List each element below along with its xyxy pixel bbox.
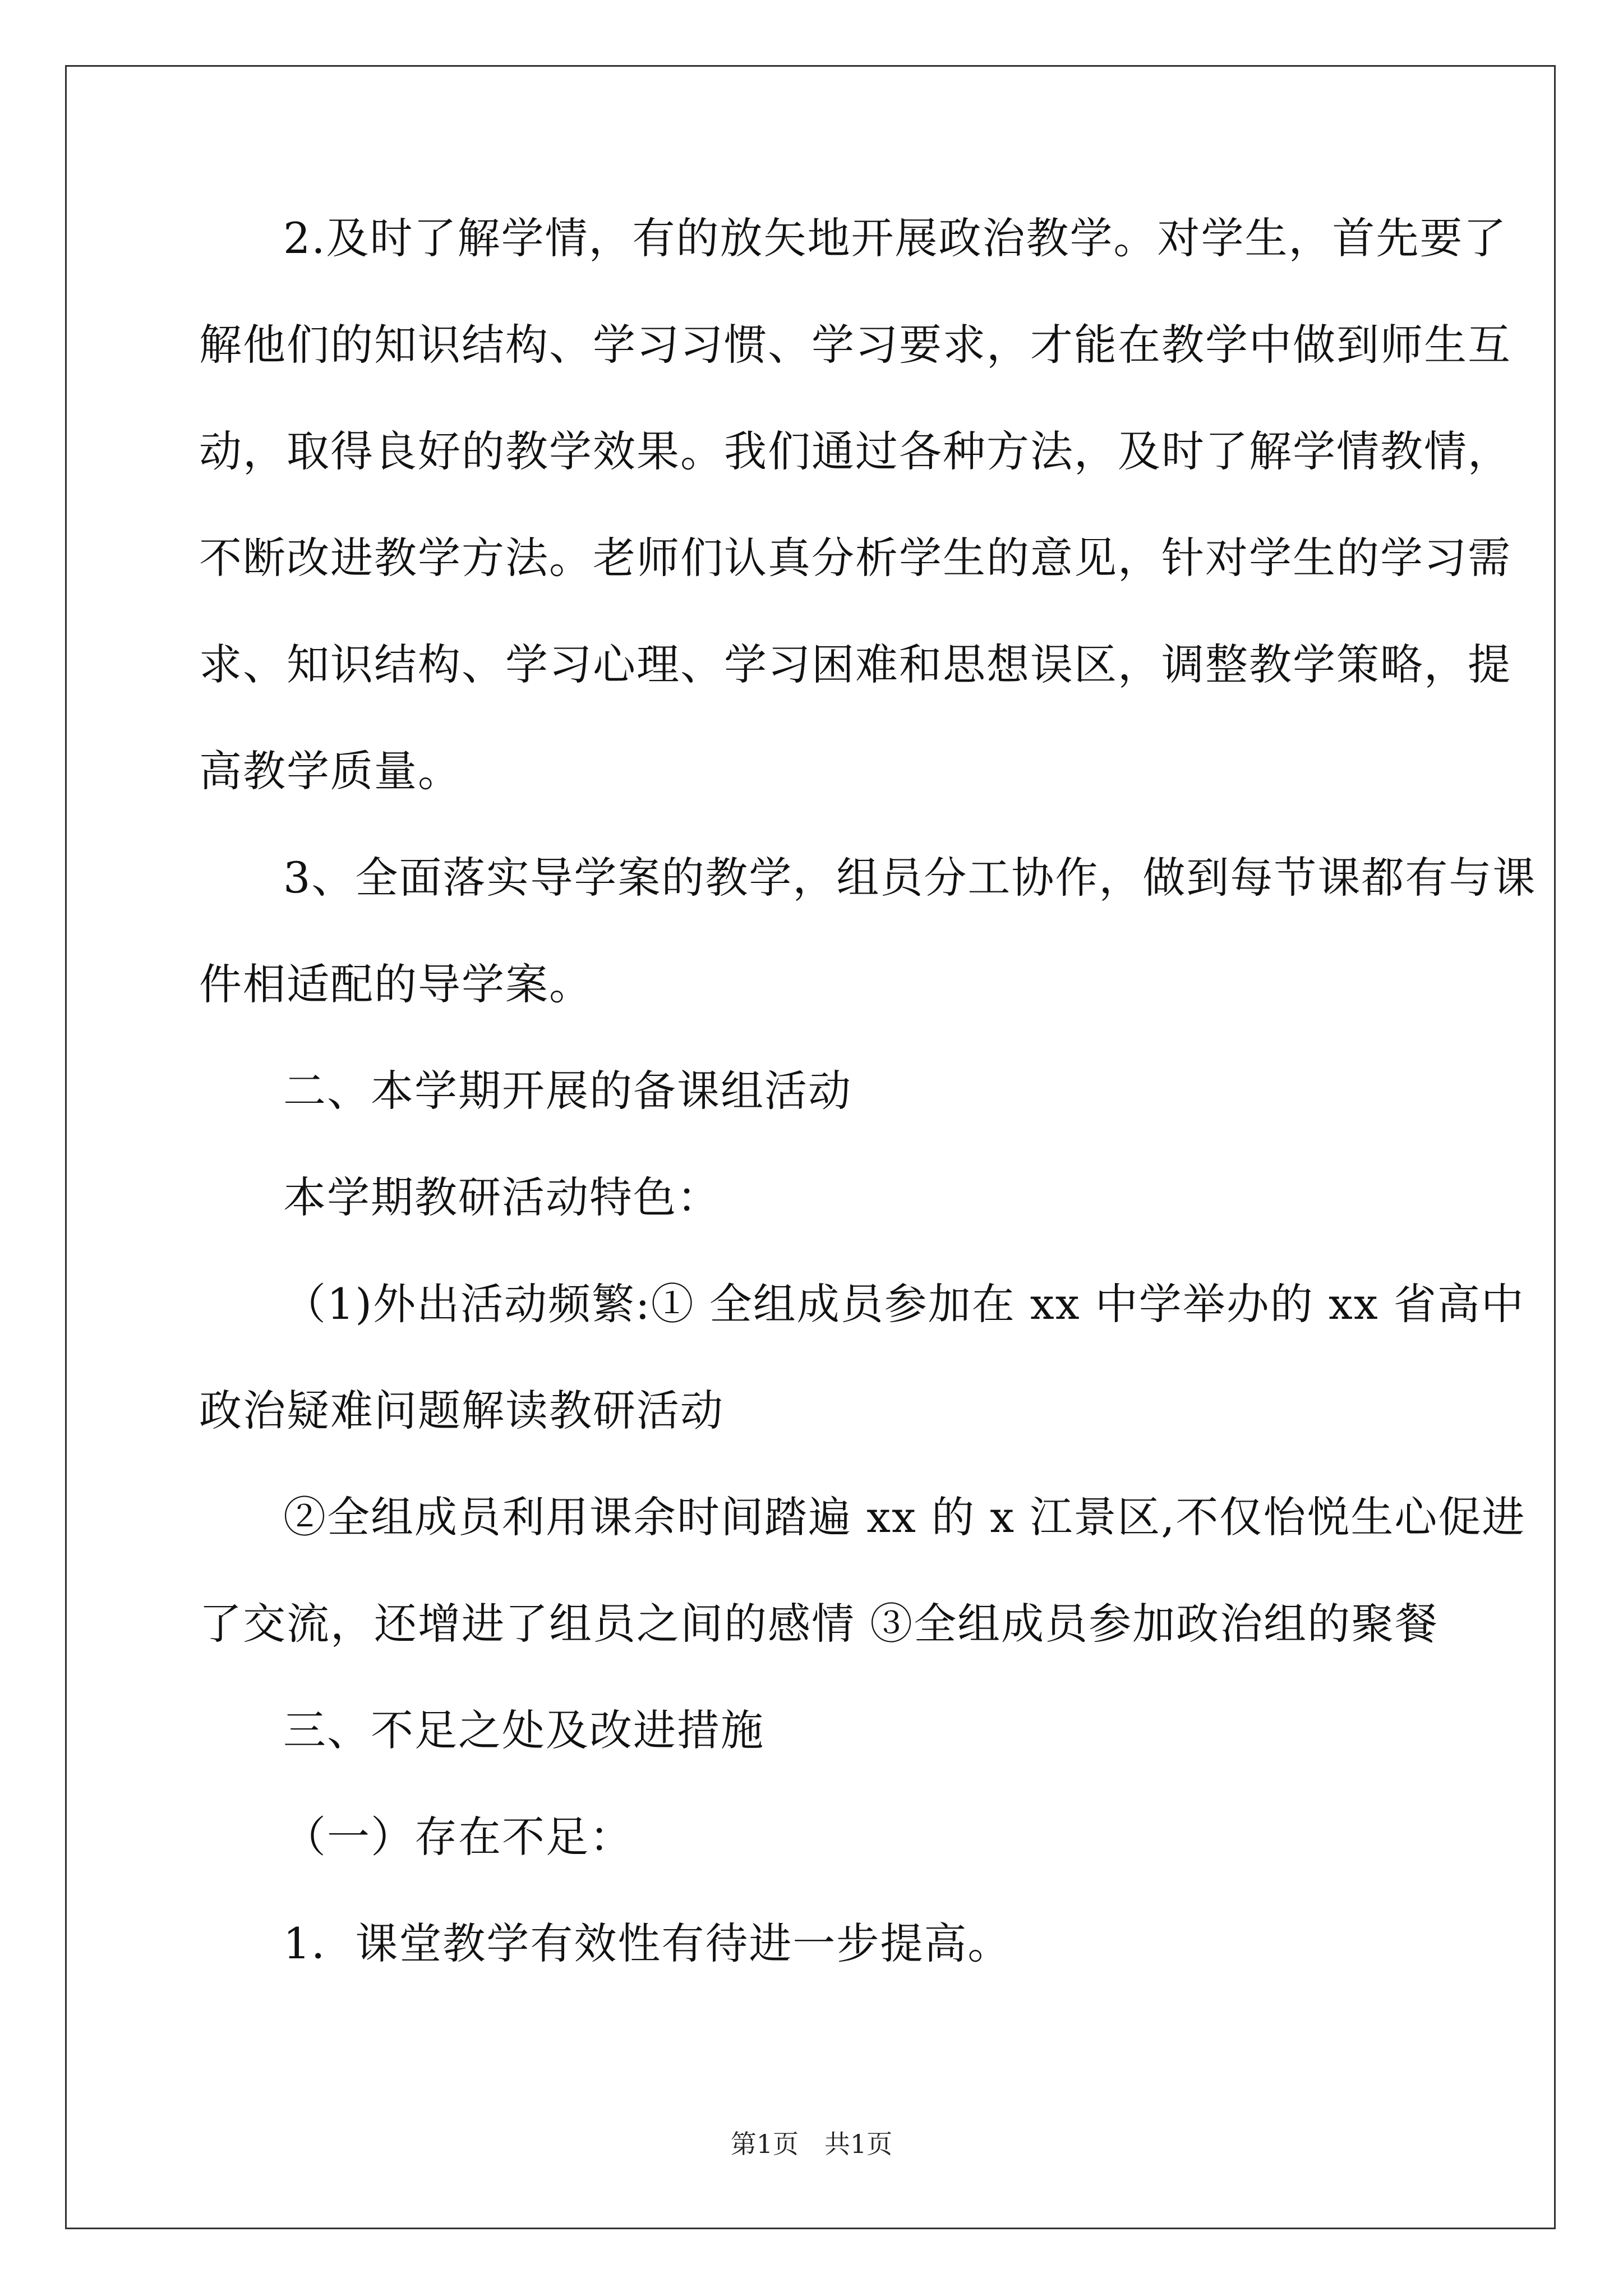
subsection-heading: （一）存在不足： [283, 1812, 633, 1862]
section-heading: 二、本学期开展的备课组活动 [283, 1066, 852, 1116]
text-line: 解他们的知识结构、学习习惯、学习要求，才能在教学中做到师生互 [199, 320, 1511, 370]
text-line: ②全组成员利用课余时间踏遍 xx 的 x 江景区,不仅怡悦生心促进 [283, 1492, 1526, 1542]
page-footer [0, 2127, 1623, 2161]
text-line: 2.及时了解学情，有的放矢地开展政治教学。对学生，首先要了 [283, 213, 1507, 263]
text-line: 件相适配的导学案。 [199, 959, 593, 1009]
text-line: 政治疑难问题解读教研活动 [199, 1386, 724, 1435]
text-line: 求、知识结构、学习心理、学习困难和思想误区，调整教学策略，提 [199, 639, 1511, 689]
text-line: 动，取得良好的教学效果。我们通过各种方法，及时了解学情教情， [199, 426, 1511, 476]
text-line: 3、全面落实导学案的教学，组员分工协作，做到每节课都有与课 [283, 853, 1537, 903]
text-line: 不断改进教学方法。老师们认真分析学生的意见，针对学生的学习需 [199, 533, 1511, 583]
text-line: 了交流，还增进了组员之间的感情 ③全组成员参加政治组的聚餐 [199, 1599, 1439, 1649]
text-line: 高教学质量。 [199, 746, 462, 796]
text-line: 本学期教研活动特色： [283, 1172, 721, 1222]
section-heading: 三、不足之处及改进措施 [283, 1705, 764, 1755]
page-border [65, 65, 1556, 2229]
text-line: （1)外出活动频繁:① 全组成员参加在 xx 中学举办的 xx 省高中 [283, 1279, 1525, 1329]
text-line: 1．课堂教学有效性有待进一步提高。 [283, 1918, 1012, 1968]
page-number: 第1页 共1页 [730, 2129, 893, 2159]
